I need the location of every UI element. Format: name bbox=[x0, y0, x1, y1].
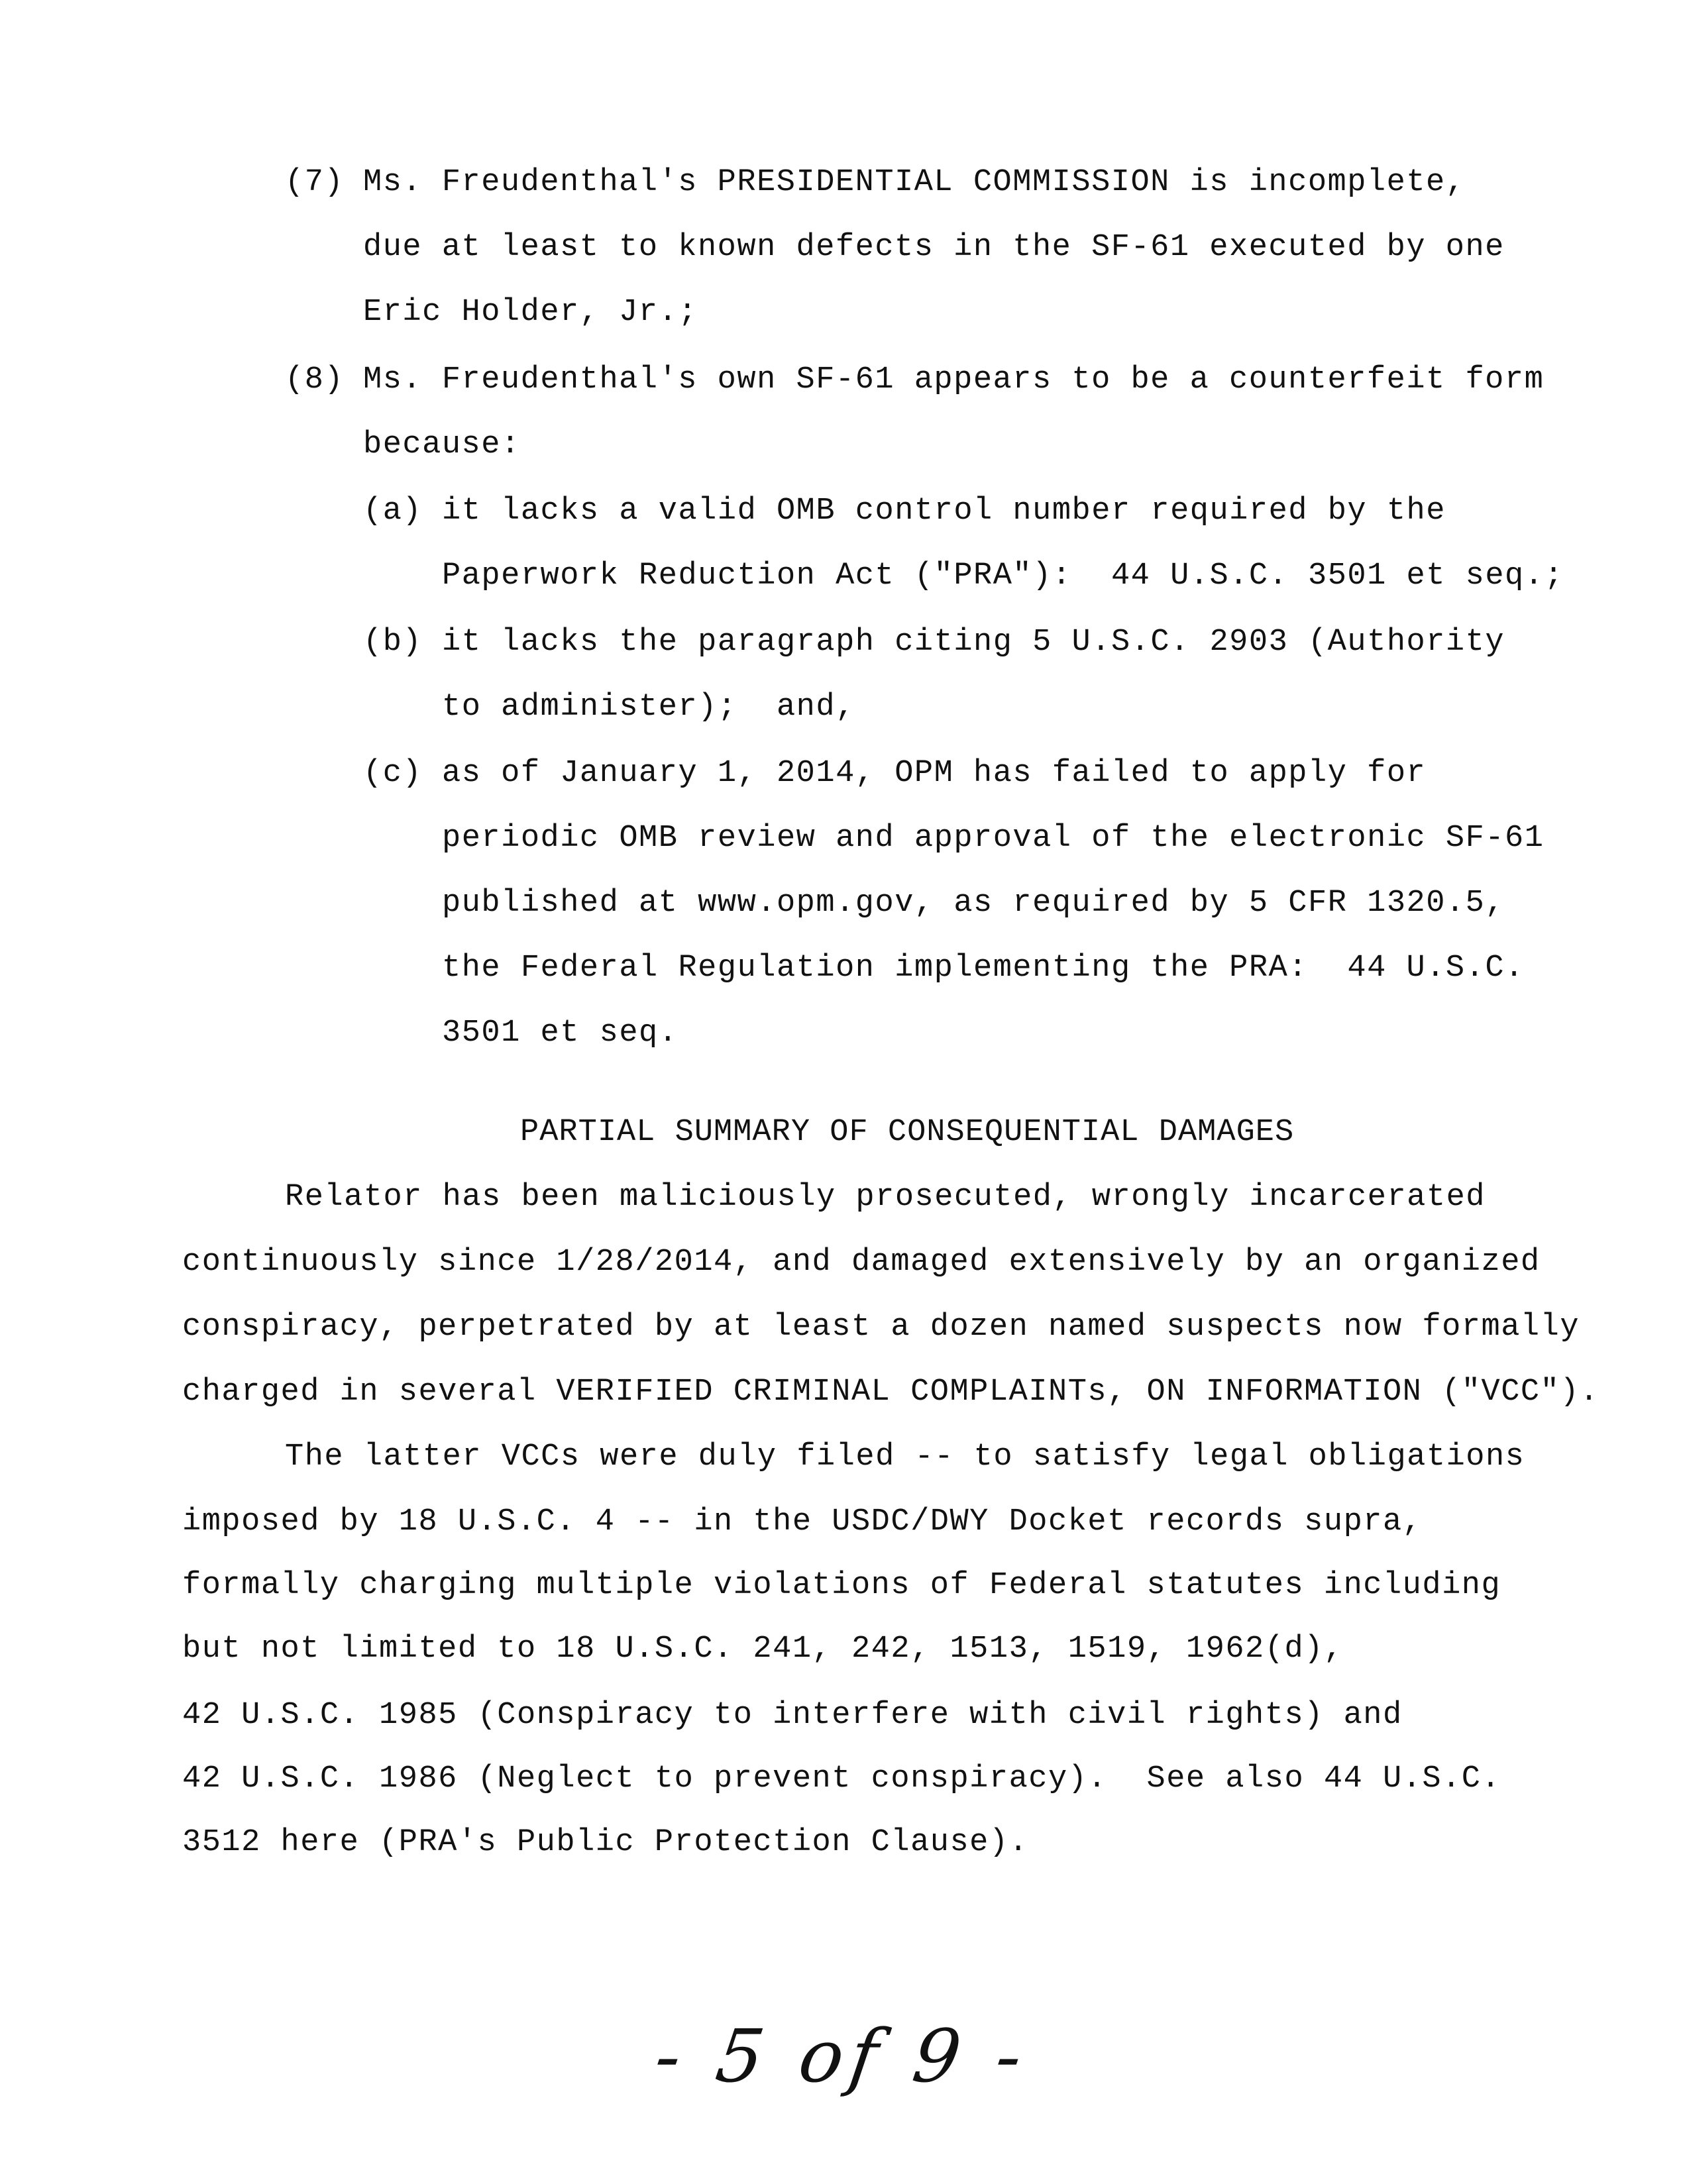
para-2-line-2: imposed by 18 U.S.C. 4 -- in the USDC/DWY Docket records supra, bbox=[182, 1504, 1423, 1539]
subitem-c-line-3: published at www.opm.gov, as required by 5 CFR 1320.5, bbox=[442, 886, 1505, 921]
item-7-number: (7) bbox=[285, 165, 345, 200]
item-7-line-2: due at least to known defects in the SF-61 executed by one bbox=[363, 230, 1505, 265]
subitem-c-line-5: 3501 et seq. bbox=[442, 1015, 678, 1051]
item-8-number: (8) bbox=[285, 362, 345, 397]
subitem-b-line-1: it lacks the paragraph citing 5 U.S.C. 2903 (Authority bbox=[442, 625, 1505, 660]
subitem-b-line-2: to administer); and, bbox=[442, 690, 855, 725]
para-2-line-6: 42 U.S.C. 1986 (Neglect to prevent conspiracy). See also 44 U.S.C. bbox=[182, 1761, 1501, 1796]
item-7-line-1: Ms. Freudenthal's PRESIDENTIAL COMMISSION is incomplete, bbox=[363, 165, 1466, 200]
para-1-line-3: conspiracy, perpetrated by at least a dozen named suspects now formally bbox=[182, 1310, 1580, 1345]
para-2-line-3: formally charging multiple violations of Federal statutes including bbox=[182, 1568, 1501, 1603]
para-1-line-4: charged in several VERIFIED CRIMINAL COMPLAINTs, ON INFORMATION ("VCC"). bbox=[182, 1375, 1600, 1410]
para-2-line-7: 3512 here (PRA's Public Protection Clause). bbox=[182, 1825, 1029, 1860]
item-8-line-2: because: bbox=[363, 427, 521, 462]
para-2-line-5: 42 U.S.C. 1985 (Conspiracy to interfere with civil rights) and bbox=[182, 1698, 1403, 1733]
subitem-c-line-4: the Federal Regulation implementing the PRA: 44 U.S.C. bbox=[442, 951, 1525, 986]
subitem-a-line-2: Paperwork Reduction Act ("PRA"): 44 U.S.C. 3501 et seq.; bbox=[442, 558, 1564, 594]
subitem-a-line-1: it lacks a valid OMB control number required by the bbox=[442, 494, 1446, 529]
subitem-b-label: (b) bbox=[363, 625, 423, 660]
para-2-line-1: The latter VCCs were duly filed -- to satisfy legal obligations bbox=[285, 1439, 1525, 1475]
subitem-c-line-1: as of January 1, 2014, OPM has failed to apply for bbox=[442, 756, 1427, 791]
subitem-c-label: (c) bbox=[363, 756, 423, 791]
para-1-line-1: Relator has been maliciously prosecuted, wrongly incarcerated bbox=[285, 1180, 1486, 1215]
subitem-a-label: (a) bbox=[363, 494, 423, 529]
subitem-c-line-2: periodic OMB review and approval of the electronic SF-61 bbox=[442, 821, 1545, 856]
item-8-line-1: Ms. Freudenthal's own SF-61 appears to be a counterfeit form bbox=[363, 362, 1545, 397]
item-7-line-3: Eric Holder, Jr.; bbox=[363, 295, 698, 330]
page-number: - 5 of 9 - bbox=[650, 2014, 1034, 2099]
para-1-line-2: continuously since 1/28/2014, and damaged extensively by an organized bbox=[182, 1245, 1541, 1280]
para-2-line-4: but not limited to 18 U.S.C. 241, 242, 1513, 1519, 1962(d), bbox=[182, 1632, 1344, 1667]
section-heading: PARTIAL SUMMARY OF CONSEQUENTIAL DAMAGES bbox=[520, 1115, 1295, 1150]
